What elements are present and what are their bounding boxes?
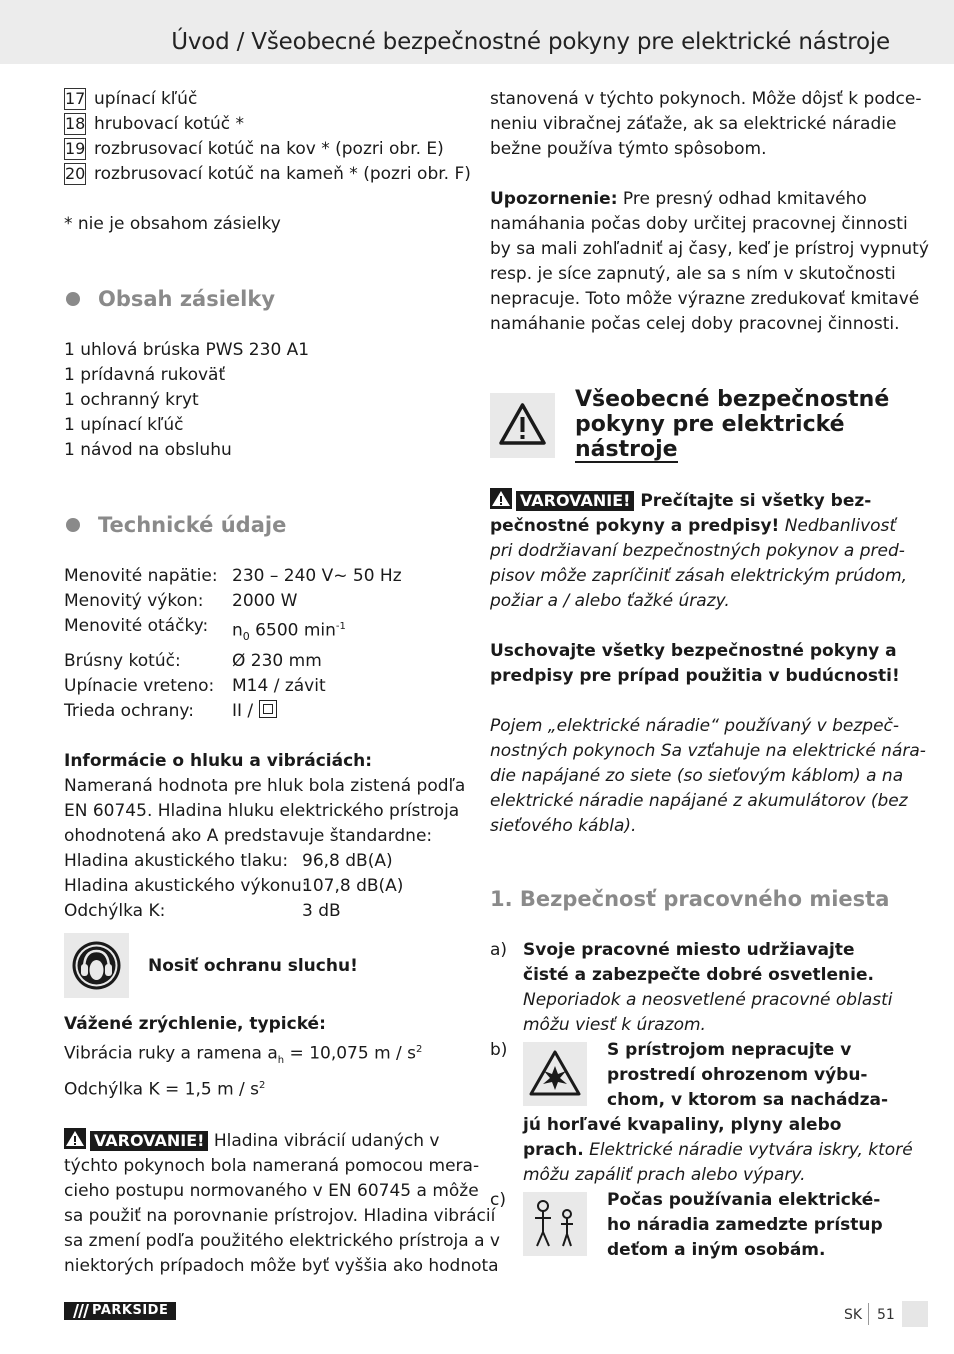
page-title: Úvod / Všeobecné bezpečnostné pokyny pre elektrické nástroje [171, 29, 890, 55]
spec-row: Menovité napätie: 230 – 240 V~ 50 Hz [64, 566, 402, 586]
item-c-label: c) [490, 1190, 506, 1210]
tech-heading: Technické údaje [64, 511, 474, 539]
workplace-heading: 1. Bezpečnosť pracovného miesta [490, 887, 890, 911]
vibration-warning-text: cieho postupu normovaného v EN 60745 a môže [64, 1180, 479, 1201]
keep-instructions: predpisy pre prípad použitia v budúcnosti! [490, 666, 900, 686]
vibration-warning: VAROVANIE! Hladina vibrácií udaných v [64, 1128, 474, 1154]
safety-warning-text: pečnostné pokyny a predpisy! Nedbanlivosť [490, 516, 897, 536]
safety-warning-text: požiar a / alebo ťažké úrazy. [490, 591, 730, 611]
delivery-heading: Obsah zásielky [64, 285, 474, 313]
body-text: stanovená v týchto pokynoch. Môže dôjsť k podce- [490, 89, 922, 109]
explosion-icon [523, 1042, 587, 1106]
part-row [64, 162, 474, 187]
part-label: rozbrusovací kotúč na kov * (pozri obr. E) [94, 139, 444, 159]
vibration-warning-text: sa použiť na porovnanie prístrojov. Hladina vibrácií [64, 1205, 496, 1226]
noise-heading: Informácie o hluku a vibráciách: [64, 751, 373, 772]
part-row [64, 112, 474, 137]
safety-block [490, 488, 926, 839]
vibration-warning-text: niektorých prípadoch môže byť vyššia ako hodnota [64, 1255, 499, 1276]
bullet-icon [66, 292, 80, 306]
term-definition: Pojem „elektrické náradie“ používaný v bezpeč- [490, 716, 900, 736]
vibration-line: Odchýlka K = 1,5 m / $s^2$ [64, 1079, 266, 1100]
parkside-logo: PARKSIDE [64, 1302, 176, 1320]
noise-text: ohodnotená ako A predstavuje štandardne: [64, 826, 433, 847]
item-b-full: jú horľavé kvapaliny, plyny alebo prach. Elektrické náradie vytvára iskry, ktoré môžu zapáliť prach alebo výpary. [523, 1115, 913, 1185]
vibration-line: Vibrácia ruky a ramena $a_h = 10,075$ m / $s^2$ [64, 1043, 423, 1067]
part-label: upínací kľúč [94, 89, 198, 109]
spec-row: Brúsny kotúč: Ø 230 mm [64, 651, 322, 672]
delivery-item: 1 uhlová brúska PWS 230 A1 [64, 340, 310, 360]
part-number: 17 [65, 89, 86, 108]
left-column [64, 87, 474, 924]
bullet-icon [66, 518, 80, 532]
spec-row: Menovité otáčky: $n_0$ 6500 $\min^{-1}$ [64, 616, 346, 644]
delivery-item: 1 ochranný kryt [64, 390, 199, 410]
warning-triangle-icon [490, 393, 555, 458]
term-definition: die napájané zo siete (so sieťovým káblom) a na [490, 766, 904, 786]
page-number: 51 [877, 1307, 895, 1323]
noise-row: Hladina akustického tlaku: 96,8 dB(A) [64, 851, 393, 872]
noise-row: Odchýlka K: 3 dB [64, 901, 341, 922]
item-b-label: b) [490, 1040, 508, 1060]
safety-warning-text: pisov môže zapríčiniť zásah elektrickým prúdom, [490, 566, 908, 586]
delivery-item: 1 návod na obsluhu [64, 440, 232, 460]
warning-badge: VAROVANIE! [516, 491, 634, 511]
noise-text: EN 60745. Hladina hluku elektrického prístroja [64, 801, 460, 822]
ear-protection-icon [64, 933, 129, 998]
body-text: bežne používa týmto spôsobom. [490, 139, 767, 159]
notice: Upozornenie: Pre presný odhad kmitavého [490, 189, 867, 209]
notice-text: by sa mali zohľadniť aj časy, keď je prístroj vypnutý [490, 239, 929, 259]
noise-row: Hladina akustického výkonu: 107,8 dB(A) [64, 876, 404, 897]
notice-text: nepracuje. Toto môže výrazne zredukovať kmitavé [490, 289, 920, 309]
body-text: neniu vibračnej záťaže, ak sa elektrické náradie [490, 114, 897, 134]
safety-warning-text: pri dodržiavaní bezpečnostných pokynov a pred- [490, 541, 905, 561]
part-label: rozbrusovací kotúč na kameň * (pozri obr. F) [94, 164, 471, 184]
footer-divider [868, 1303, 869, 1325]
spec-row: Upínacie vreteno: M14 / závit [64, 676, 326, 697]
part-number: 20 [65, 164, 86, 183]
notice-text: namáhania počas doby určitej pracovnej činnosti [490, 214, 908, 234]
language-code: SK [844, 1307, 863, 1323]
part-row [64, 87, 474, 112]
item-a-label: a) [490, 940, 508, 960]
vibration-block [64, 1012, 500, 1279]
vibration-warning-text: týchto pokynoch bola nameraná pomocou mera- [64, 1155, 480, 1176]
vibration-heading: Vážené zrýchlenie, typické: [64, 1014, 326, 1034]
term-definition: nostných pokynoch Sa vzťahuje na elektrické nára- [490, 741, 926, 761]
term-definition: elektrické náradie napájané z akumulátorov (bez [490, 791, 908, 811]
page-header [0, 0, 954, 64]
warning-badge: VAROVANIE! [90, 1131, 208, 1151]
part-number: 19 [65, 139, 86, 158]
notice-text: resp. je síce zapnutý, ale sa s ním v skutočnosti [490, 264, 896, 284]
item-b-side: S prístrojom nepracujte v prostredí ohrozenom výbu- chom, v ktorom sa nachádza- [607, 1040, 889, 1110]
delivery-item: 1 upínací kľúč [64, 415, 184, 435]
warning-triangle-icon [490, 488, 512, 509]
part-number: 18 [65, 114, 86, 133]
safety-heading: Všeobecné bezpečnostné pokyny pre elektrické nástroje [575, 387, 890, 462]
part-row [64, 137, 474, 162]
parts-note: * nie je obsahom zásielky [64, 214, 281, 234]
keep-instructions: Uschovajte všetky bezpečnostné pokyny a [490, 641, 897, 661]
noise-text: Nameraná hodnota pre hluk bola zistená podľa [64, 776, 466, 797]
term-definition: sieťového kábla). [490, 816, 637, 836]
keep-children-away-icon [523, 1192, 587, 1256]
ear-protection-text: Nosiť ochranu sluchu! [148, 956, 358, 976]
page-tab [902, 1301, 928, 1327]
item-a: Svoje pracovné miesto udržiavajte čisté a zabezpečte dobré osvetlenie. Neporiadok a neosvetlené pracovné oblasti môžu viesť k úrazom. [523, 940, 893, 1035]
spec-row: Trieda ochrany: II / [64, 699, 474, 724]
double-insulation-icon [259, 700, 277, 718]
right-column [490, 87, 929, 337]
vibration-warning-text: sa zmení podľa použitého elektrického prístroja a v [64, 1230, 500, 1251]
spec-row: Menovitý výkon: 2000 W [64, 591, 298, 611]
safety-warning: VAROVANIE! Prečítajte si všetky bez- [490, 488, 900, 514]
notice-text: namáhanie počas celej doby pracovnej činnosti. [490, 314, 900, 334]
item-c-side: Počas používania elektrické- ho náradia zamedzte prístup deťom a iným osobám. [607, 1190, 883, 1260]
warning-triangle-icon [64, 1128, 86, 1149]
part-label: hrubovací kotúč * [94, 114, 245, 134]
delivery-item: 1 prídavná rukoväť [64, 365, 226, 385]
